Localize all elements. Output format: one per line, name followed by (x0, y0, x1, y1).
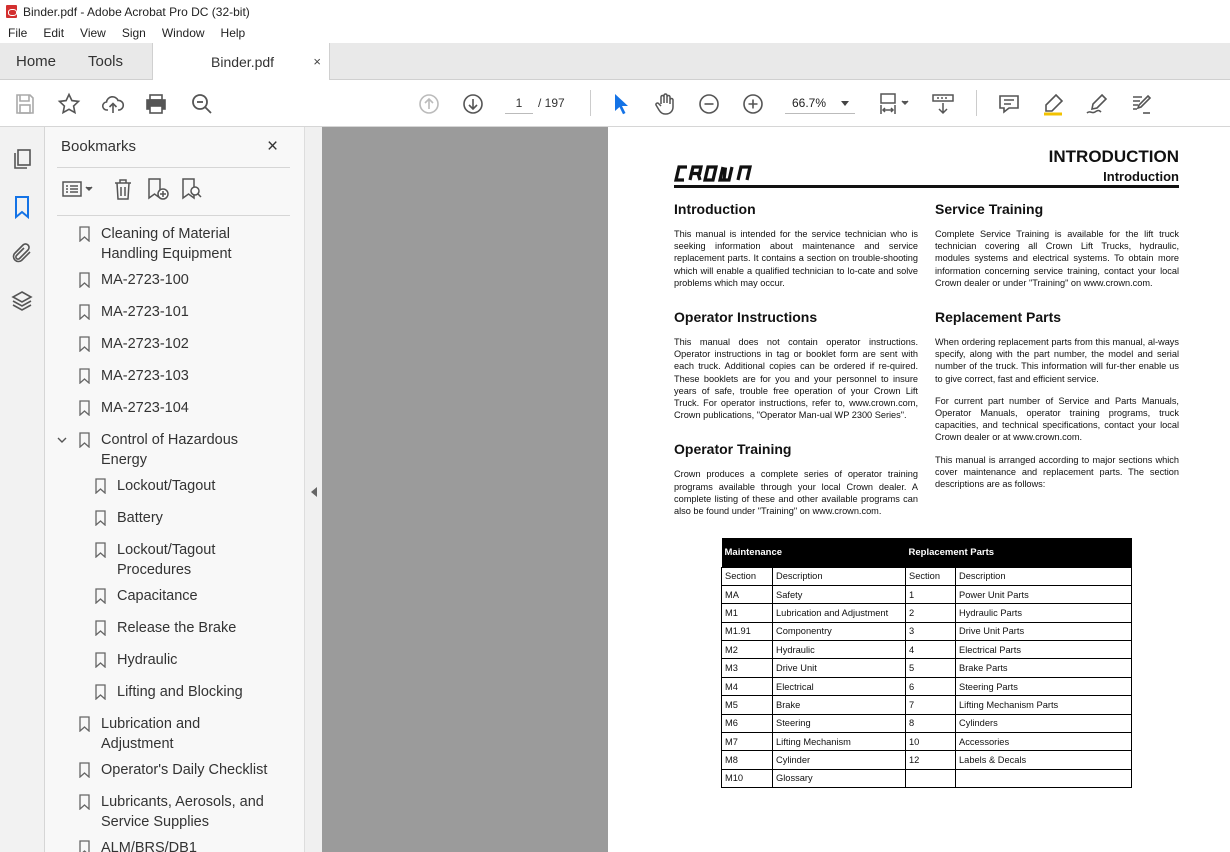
column-header: Description (773, 567, 906, 585)
table-cell: M6 (722, 714, 773, 732)
bookmark-label: ALM/BRS/DB1 (101, 840, 197, 852)
section-paragraph: This manual does not contain operator instructions. Operator instructions in tag or booklet form are sent with each truck. Additional copies can be ordered if re-quired. These booklets are for you and your personnel to insure years of safe, trouble free operation of your Crown Lift Truck. For operator instructions, refer to, www.crown.com, Crown publications, "Operator Man-ual WP 2300 Series". (674, 337, 918, 421)
table-row (722, 659, 1132, 677)
table-cell (956, 769, 1132, 787)
acrobat-app-icon (6, 5, 17, 18)
chevron-down-icon (841, 101, 849, 106)
bookmark-item[interactable] (101, 838, 197, 852)
bookmark-label: Cleaning of Material Handling Equipment (101, 226, 232, 262)
bookmark-label: Hydraulic (117, 652, 178, 668)
bookmark-label: Battery (117, 510, 163, 526)
document-view[interactable] (322, 127, 1230, 852)
tab-close-icon[interactable]: × (313, 54, 321, 69)
column-header: Section (722, 567, 773, 585)
pdf-page (608, 127, 1230, 852)
table-cell: 6 (906, 677, 956, 695)
table-row (722, 622, 1132, 640)
zoom-in-icon[interactable] (740, 91, 766, 117)
toolbar-divider (590, 90, 591, 116)
table-cell: M7 (722, 733, 773, 751)
bookmark-label: MA-2723-101 (101, 304, 189, 320)
hand-tool-icon[interactable] (652, 91, 678, 117)
table-cell: M4 (722, 677, 773, 695)
section-paragraph: Crown produces a complete series of operator training programs available through your local Crown dealer. A complete listing of these and other available programs can also be found under "Training" on www.crown.com. (674, 469, 918, 517)
print-icon[interactable] (143, 91, 169, 117)
table-header-maintenance: Maintenance (722, 538, 906, 567)
collapse-panel-icon[interactable] (311, 487, 317, 497)
bookmark-item[interactable] (117, 586, 198, 606)
table-cell: M10 (722, 769, 773, 787)
select-cursor-icon[interactable] (608, 91, 634, 117)
bookmark-item[interactable] (117, 540, 247, 580)
table-cell: Electrical (773, 677, 906, 695)
divider (57, 167, 290, 168)
menu-sign[interactable]: Sign (121, 26, 146, 40)
bookmark-label: Lubricants, Aerosols, and Service Supplies (101, 794, 264, 830)
left-column (674, 201, 918, 527)
bookmark-item[interactable] (101, 270, 189, 290)
save-icon[interactable] (12, 91, 38, 117)
tab-home[interactable]: Home (16, 53, 57, 70)
tab-document[interactable] (152, 43, 330, 81)
section-heading: Operator Instructions (674, 309, 818, 326)
delete-bookmark-icon[interactable] (111, 177, 135, 203)
table-cell (906, 769, 956, 787)
table-cell: 5 (906, 659, 956, 677)
bookmark-item[interactable] (117, 508, 163, 528)
table-cell: M2 (722, 641, 773, 659)
bookmarks-panel (45, 127, 304, 852)
table-column-headers (722, 567, 1132, 585)
table-row (722, 677, 1132, 695)
table-cell: 3 (906, 622, 956, 640)
table-cell: 4 (906, 641, 956, 659)
bookmark-label: MA-2723-104 (101, 400, 189, 416)
previous-page-icon[interactable] (416, 91, 442, 117)
section-paragraph: This manual is intended for the service technician who is seeking information about maintenance and service replacement parts. It contains a section on trouble-shooting which will enable a qualified technician to lo-cate and solve problems which may occur. (674, 229, 918, 288)
page-thumbnails-icon[interactable] (10, 147, 34, 171)
bookmark-item[interactable] (101, 430, 281, 470)
bookmark-item[interactable] (101, 714, 231, 754)
section-heading: Introduction (674, 201, 756, 217)
divider (57, 215, 290, 216)
sign-pen-icon[interactable] (1084, 91, 1110, 117)
menu-window[interactable]: Window (161, 26, 205, 40)
panel-splitter[interactable] (304, 127, 322, 852)
section-paragraph: Complete Service Training is available for the lift truck technician covering all Crown Lift Trucks, hydraulic, modules systems and electrical systems. To obtain more information concerning service training, contact your local Crown dealer or under "Training" on www.crown.com. (935, 229, 1179, 288)
table-cell: Drive Unit Parts (956, 622, 1132, 640)
bookmark-item[interactable] (117, 650, 177, 670)
table-cell: Drive Unit (773, 659, 906, 677)
table-cell: 12 (906, 751, 956, 769)
highlight-pen-icon[interactable] (1040, 91, 1066, 117)
table-cell: Electrical Parts (956, 641, 1132, 659)
page-total: / 197 (538, 96, 565, 110)
new-bookmark-icon[interactable] (145, 177, 169, 203)
table-cell: Brake (773, 696, 906, 714)
bookmark-label: Operator's Daily Checklist (101, 762, 268, 778)
toolbar-divider (976, 90, 977, 116)
table-cell: Lubrication and Adjustment (773, 604, 906, 622)
bookmark-item[interactable] (101, 792, 281, 832)
table-row (722, 751, 1132, 769)
table-row (722, 604, 1132, 622)
bookmark-label: MA-2723-100 (101, 272, 189, 288)
bookmark-item[interactable] (101, 224, 281, 264)
table-cell: 10 (906, 733, 956, 751)
menu-file[interactable]: File (8, 26, 28, 40)
bookmarks-panel-icon[interactable] (10, 195, 34, 219)
column-header: Description (956, 567, 1132, 585)
scroll-mode-icon[interactable] (930, 91, 956, 117)
zoom-level-value: 66.7% (792, 95, 827, 110)
title-bar (0, 0, 1230, 23)
table-cell: Cylinder (773, 751, 906, 769)
table-cell: Componentry (773, 622, 906, 640)
bookmark-item[interactable] (101, 334, 189, 354)
page-subheading: Introduction (1103, 169, 1179, 184)
fit-page-icon[interactable] (876, 91, 912, 117)
crown-logo (674, 163, 758, 183)
table-row (722, 769, 1132, 787)
page-number-input[interactable] (505, 92, 533, 114)
table-row (722, 696, 1132, 714)
menu-bar (0, 23, 1230, 43)
section-paragraph: For current part number of Service and Parts Manuals, Operator Manuals, operator training programs, truck capacities, and technical specifications, contact your local Crown dealer or at www.crown.com. (935, 395, 1179, 443)
table-cell: 2 (906, 604, 956, 622)
star-icon[interactable] (56, 91, 82, 117)
column-header: Section (906, 567, 956, 585)
section-heading: Operator Training (674, 441, 792, 458)
bookmark-label: Release the Brake (117, 620, 237, 636)
navigation-pane-strip (0, 127, 45, 852)
table-cell: Safety (773, 585, 906, 603)
bookmark-item[interactable] (117, 682, 243, 702)
table-cell: Cylinders (956, 714, 1132, 732)
table-cell: 7 (906, 696, 956, 714)
page-heading: INTRODUCTION (1048, 147, 1179, 166)
table-cell: Brake Parts (956, 659, 1132, 677)
layers-icon[interactable] (10, 289, 34, 313)
zoom-out-icon[interactable] (696, 91, 722, 117)
table-cell: Hydraulic Parts (956, 604, 1132, 622)
table-row (722, 714, 1132, 732)
bookmark-item[interactable] (117, 476, 215, 496)
bookmark-item[interactable] (101, 760, 267, 780)
close-icon[interactable]: × (267, 136, 279, 157)
table-cell: Lifting Mechanism (773, 733, 906, 751)
table-cell: M3 (722, 659, 773, 677)
bookmark-item[interactable] (101, 366, 189, 386)
table-cell: 8 (906, 714, 956, 732)
table-cell: M1.91 (722, 622, 773, 640)
table-row (722, 733, 1132, 751)
bookmark-list (45, 219, 285, 852)
bookmark-label: Lockout/Tagout (117, 478, 216, 494)
toolbar (0, 80, 1230, 127)
table-cell: Steering (773, 714, 906, 732)
table-row (722, 585, 1132, 603)
bookmark-options-icon[interactable] (61, 177, 95, 203)
section-heading: Replacement Parts (935, 309, 1062, 326)
table-cell: Hydraulic (773, 641, 906, 659)
right-column (935, 201, 1179, 500)
bookmark-label: Lockout/Tagout Procedures (117, 542, 216, 578)
table-cell: M5 (722, 696, 773, 714)
bookmark-label: Lifting and Blocking (117, 684, 243, 700)
bookmarks-toolbar (59, 177, 292, 205)
menu-view[interactable]: View (80, 26, 106, 40)
table-cell: Glossary (773, 769, 906, 787)
bookmarks-title: Bookmarks (61, 138, 137, 155)
bookmark-item[interactable] (117, 618, 236, 638)
tab-bar (0, 43, 1230, 80)
table-cell: 1 (906, 585, 956, 603)
menu-help[interactable]: Help (220, 26, 246, 40)
table-cell: M1 (722, 604, 773, 622)
section-heading: Service Training (935, 201, 1044, 217)
tab-tools[interactable]: Tools (88, 53, 124, 70)
section-paragraph: This manual is arranged according to major sections which cover maintenance and replacement parts. The section descriptions are as follows: (935, 454, 1179, 490)
table-cell: MA (722, 585, 773, 603)
bookmark-label: Control of Hazardous Energy (101, 432, 239, 468)
bookmark-label: MA-2723-102 (101, 336, 189, 352)
table-row (722, 641, 1132, 659)
header-rule (674, 185, 1179, 188)
cloud-upload-icon[interactable] (100, 91, 126, 117)
comment-icon[interactable] (996, 91, 1022, 117)
chevron-down-icon[interactable] (57, 435, 67, 445)
menu-edit[interactable]: Edit (43, 26, 65, 40)
next-page-icon[interactable] (460, 91, 486, 117)
table-cell: Lifting Mechanism Parts (956, 696, 1132, 714)
table-cell: Power Unit Parts (956, 585, 1132, 603)
table-cell: M8 (722, 751, 773, 769)
sections-table (721, 538, 1132, 788)
window-title: Binder.pdf - Adobe Acrobat Pro DC (32-bit) (23, 4, 250, 19)
section-paragraph: When ordering replacement parts from this manual, al-ways specify, along with the part number, the model and serial number of the truck. This information will fur-ther enable us to give correct, fast and efficient service. (935, 337, 1179, 384)
table-cell: Steering Parts (956, 677, 1132, 695)
tab-document-label: Binder.pdf (211, 54, 275, 70)
attachments-icon[interactable] (10, 241, 34, 265)
bookmark-search-icon[interactable] (179, 177, 203, 203)
table-header-replacement-parts: Replacement Parts (906, 538, 1132, 567)
bookmark-item[interactable] (101, 398, 189, 418)
edit-pdf-icon[interactable] (1128, 91, 1154, 117)
bookmark-label: Capacitance (117, 588, 198, 604)
bookmark-item[interactable] (101, 302, 189, 322)
zoom-level-dropdown[interactable] (785, 92, 855, 114)
search-zoom-icon[interactable] (189, 91, 215, 117)
table-cell: Labels & Decals (956, 751, 1132, 769)
bookmark-label: MA-2723-103 (101, 368, 189, 384)
table-cell: Accessories (956, 733, 1132, 751)
bookmark-label: Lubrication and Adjustment (101, 716, 201, 752)
